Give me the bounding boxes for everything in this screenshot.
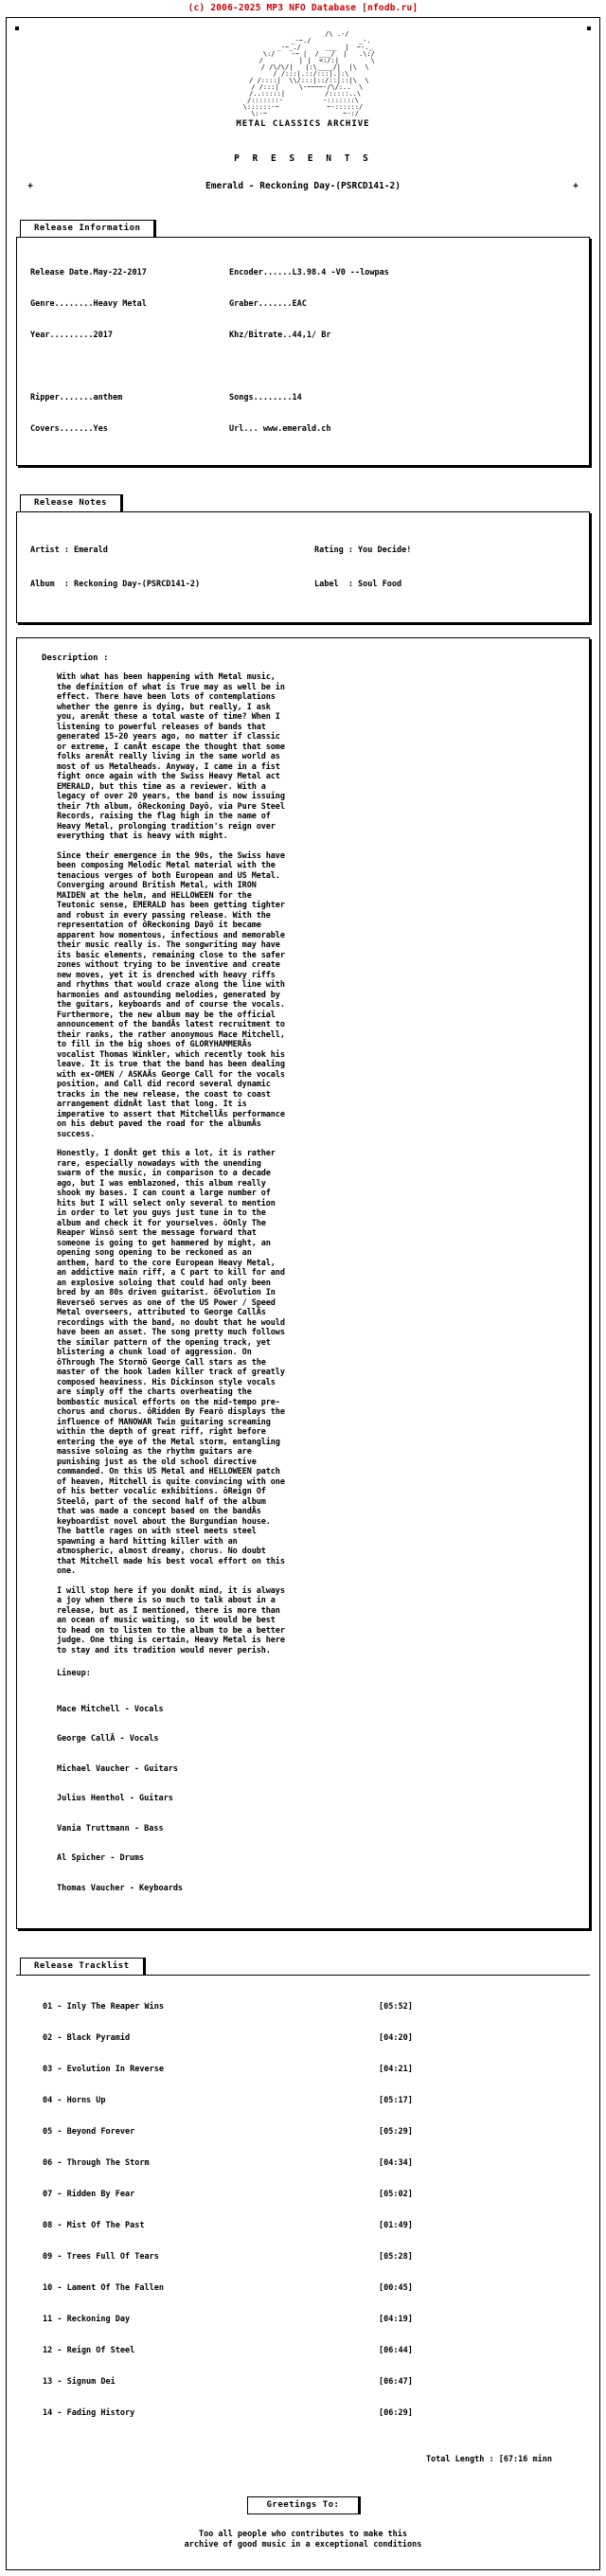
info-line: Release Date.May-22-2017 xyxy=(30,268,147,277)
nfo-outer-frame xyxy=(6,17,600,2570)
description-paragraph: With what has been happening with Metal music, the definition of what is True may as well be in effect. There have been lots of contemplations whether the genre is dying, but really, I ask you, arenÄt these a total waste of time? When I listening to powerful releases of bands that generated 15-20 years ago, no matter if classic or extreme, I canÄt escape the thought that some folks arenÄt really living in the same world as most of us Metalheads. Anyway, I came in a fist fight once again with the Swiss Heavy Metal act EMERALD, but this time as a reviewer. With a legacy of over 20 years, the band is now issuing their 7th album, ôReckoning Dayö, via Pure Steel Records, raising the flag high in the name of Heavy Metal, prolonging tradition's reign over everything that is heavy with might. xyxy=(57,672,285,841)
track-row xyxy=(43,2033,590,2044)
track-row xyxy=(43,2158,590,2169)
track-row xyxy=(43,2315,590,2325)
description-label: Description : xyxy=(42,653,109,663)
track-title: 06 - Through The Storm xyxy=(43,2158,150,2168)
track-row xyxy=(43,2190,590,2200)
release-title-row xyxy=(7,181,599,191)
notes-line: Rating : You Decide! xyxy=(314,546,412,555)
track-duration: [06:47] xyxy=(379,2377,413,2387)
track-row xyxy=(43,2002,590,2012)
track-row xyxy=(43,2377,590,2388)
info-line: Year.........2017 xyxy=(30,331,113,340)
greetings-tab[interactable]: Greetings To: xyxy=(247,2496,360,2514)
release-notes-panel xyxy=(16,491,590,623)
track-title: 11 - Reckoning Day xyxy=(43,2315,131,2324)
release-notes-body xyxy=(16,511,590,623)
release-information-left-column xyxy=(30,247,229,456)
copyright-banner: (c) 2006-2025 MP3 NFO Database [nfodb.ru] xyxy=(187,3,419,13)
release-title: Emerald - Reckoning Day-(PSRCD141-2) xyxy=(205,181,401,191)
greetings-panel xyxy=(16,2493,590,2550)
description-body xyxy=(16,637,590,1929)
info-line-spacer xyxy=(30,362,229,372)
track-duration: [04:19] xyxy=(379,2315,413,2324)
notes-line: Label : Soul Food xyxy=(314,580,402,589)
track-duration: [00:45] xyxy=(379,2283,413,2293)
lineup-member: Michael Vaucher - Guitars xyxy=(57,1763,178,1774)
notes-line: Artist : Emerald xyxy=(30,546,108,555)
notes-line: Album : Reckoning Day-(PSRCD141-2) xyxy=(30,580,201,589)
track-duration: [05:28] xyxy=(379,2252,413,2262)
track-title: 04 - Horns Up xyxy=(43,2096,106,2105)
track-duration: [05:02] xyxy=(379,2190,413,2199)
release-notes-right-column xyxy=(314,522,578,613)
lineup-member: Mace Mitchell - Vocals xyxy=(57,1704,164,1714)
track-title: 14 - Fading History xyxy=(43,2408,135,2418)
info-line-spacer xyxy=(229,362,578,372)
track-duration: [05:29] xyxy=(379,2127,413,2137)
description-panel xyxy=(16,637,590,1929)
track-title: 08 - Mist Of The Past xyxy=(43,2221,145,2230)
corner-marker-top-left xyxy=(15,27,19,30)
release-information-panel xyxy=(16,216,590,466)
release-notes-tab[interactable]: Release Notes xyxy=(20,494,121,512)
release-information-right-column xyxy=(229,247,578,456)
info-line: Covers.......Yes xyxy=(30,424,108,434)
tracklist-panel xyxy=(16,1954,590,2464)
track-duration: [06:44] xyxy=(379,2346,413,2355)
track-row xyxy=(43,2283,590,2294)
info-line: Url... www.emerald.ch xyxy=(229,424,331,434)
track-row xyxy=(43,2096,590,2106)
description-paragraph: I will stop here if you donÄt mind, it is always a joy when there is so much to talk about in a release, but as I mentioned, there is more than an ocean of music waiting, so it would be best to head on to listen to the album to be a better judge. One thing is certain, Heavy Metal is here to stay and its tradition would never perish. xyxy=(57,1585,285,1655)
track-title: 03 - Evolution In Reverse xyxy=(43,2065,164,2074)
info-line: Encoder......L3.98.4 -V0 --lowpas xyxy=(229,268,389,277)
description-paragraph: Honestly, I donÄt get this a lot, it is rather rare, especially nowadays with the unending swarm of the music, in comparison to a decade ago, but I was emblazoned, this album really shook my bases. I can count a large number of hits but I will select only several to mention in order to let you guys just tune in to the album and check it for yourselves. ôOnly The Reaper Winsö sent the message forward that someone is going to get hammered by might, an opening song opening to be reckoned as an anthem, hard to the core European Heavy Metal, an addictive main riff, a C part to kill for and an explosive soloing that could had only been bred by an 80s driven guitarist. ôEvolution In Reverseö serves as one of the US Power / Speed Metal overseers, attributed to George CallÄs recordings with the band, no doubt that he would have been an asset. The song pretty much follows the similar pattern of the opening track, yet blistering a chunk load of aggression. On ôThrough The Stormö George Call stars as the master of the hook laden killer track of greatly composed heaviness. His Dickinson style vocals are simply off the charts overheating the bombastic musical efforts on the mid-tempo pre- chorus and chorus. ôRidden By Fearö displays the influence of MANOWAR Twin guitaring screaming within the depth of great riff, right before entering the eye of the Metal storm, entangling massive soloing as the rhythm guitars are punishing just as the old school directive commanded. On this US Metal and HELLOWEEN patch of heaven, Mitchell is quite convincing with one of his better vocalic exhibitions. ôReign Of Steelö, part of the second half of the album that was made a concept based on the bandÄs keyboardist novel about the Burgundian house. The battle rages on with steel meets steel spawning a hard hitting killer with an atmospheric, almost dreamy, chorus. No doubt that Mitchell made his best vocal effort on this one. xyxy=(57,1149,285,1576)
track-title: 13 - Signum Dei xyxy=(43,2377,116,2387)
ascii-logo-art: /\ .-/ _-~./ _-. _-~_./ ___ | ~-._ \:/ -~ | /___/ | .\:/ / | | <:/:| \ / /\/\/| |:\____/| |\ \ / /:::|.::/:::|.|:\ / /::::| \\/:::|::/::|::|\ \ / /:::| \-~~~~-/\/:.. \ /..:::::| /:::::..\ /:::::::- -:::::::\ \::::::-~ ~-::::::/ \:-~ ~-:/ xyxy=(242,30,375,117)
track-title: 05 - Beyond Forever xyxy=(43,2127,135,2137)
track-duration: [04:20] xyxy=(379,2033,413,2043)
lineup-list xyxy=(57,1685,578,1914)
track-title: 09 - Trees Full Of Tears xyxy=(43,2252,159,2262)
plus-marker-right: + xyxy=(573,181,579,191)
lineup-member: Vania Truttmann - Bass xyxy=(57,1823,164,1834)
info-line: Songs........14 xyxy=(229,393,302,402)
release-information-tab[interactable]: Release Information xyxy=(20,220,154,238)
track-title: 01 - Inly The Reaper Wins xyxy=(43,2002,164,2012)
lineup-member: Thomas Vaucher - Keyboards xyxy=(57,1883,184,1893)
track-duration: [04:34] xyxy=(379,2158,413,2168)
info-line: Genre........Heavy Metal xyxy=(30,299,147,309)
track-title: 10 - Lament Of The Fallen xyxy=(43,2283,164,2293)
track-row xyxy=(43,2127,590,2138)
lineup-member: George CallÄ - Vocals xyxy=(57,1734,159,1744)
track-duration: [05:52] xyxy=(379,2002,413,2012)
archive-name: METAL CLASSICS ARCHIVE xyxy=(236,119,370,129)
description-paragraph: Since their emergence in the 90s, the Swiss have been composing Melodic Metal material with the tenacious verges of both European and US Metal. Converging around British Metal, with IRON MAIDEN at the helm, and HELLOWEEN for the Teutonic sense, EMERALD has been getting tighter and robust in every passing release. With the representation of ôReckoning Dayö it became apparent how momentous, infectious and memorable their music really is. The songwriting may have its basic elements, remaining close to the safer zones without trying to be inventive and create new moves, yet it is drenched with heavy riffs and rhythms that would craze along the line with harmonies and astounding melodies, generated by the guitars, keyboards and of course the vocals. Furthermore, the new album may be the official announcement of the bandÄs latest recruitment to their ranks, the rather anonymous Mace Mitchell, to fill in the big shoes of GLORYHAMMERÄs vocalist Thomas Winkler, which recently took his leave. It is true that the band has been dealing with ex-OMEN / ASKAÄs George Call for the vocals position, and Call did record several dynamic tracks in the new release, the coast to coast arrangement didnÄt last that long. It is imperative to assert that MitchellÄs performance on his debut paved the road for the albumÄs success. xyxy=(57,850,285,1139)
track-title: 12 - Reign Of Steel xyxy=(43,2346,135,2355)
corner-marker-top-right xyxy=(587,27,591,30)
track-duration: [05:17] xyxy=(379,2096,413,2105)
track-duration: [01:49] xyxy=(379,2221,413,2230)
lineup-member: Julius Henthol - Guitars xyxy=(57,1794,173,1803)
release-notes-left-column xyxy=(30,522,314,613)
lineup-member: Al Spicher - Drums xyxy=(57,1853,145,1863)
greetings-text: Too all people who contributes to make this archive of good music in a exceptional conditions xyxy=(184,2530,422,2549)
info-line: Ripper.......anthem xyxy=(30,393,123,402)
release-information-body xyxy=(16,237,590,466)
info-line: Khz/Bitrate..44,1/ Br xyxy=(229,331,331,340)
tracklist xyxy=(43,1981,590,2440)
track-row xyxy=(43,2252,590,2263)
info-line: Graber.......EAC xyxy=(229,299,307,309)
track-row xyxy=(43,2346,590,2356)
total-length: Total Length : [67:16 minn xyxy=(425,2455,552,2464)
tracklist-tab[interactable]: Release Tracklist xyxy=(20,1958,144,1976)
track-duration: [06:29] xyxy=(379,2408,413,2418)
track-duration: [04:21] xyxy=(379,2065,413,2074)
track-row xyxy=(43,2221,590,2231)
plus-marker-left: + xyxy=(27,181,33,191)
presents-label: P R E S E N T S xyxy=(234,153,372,164)
track-title: 07 - Ridden By Fear xyxy=(43,2190,135,2199)
track-title: 02 - Black Pyramid xyxy=(43,2033,131,2043)
track-row xyxy=(43,2408,590,2419)
lineup-label: Lineup: xyxy=(57,1669,91,1678)
track-row xyxy=(43,2065,590,2075)
